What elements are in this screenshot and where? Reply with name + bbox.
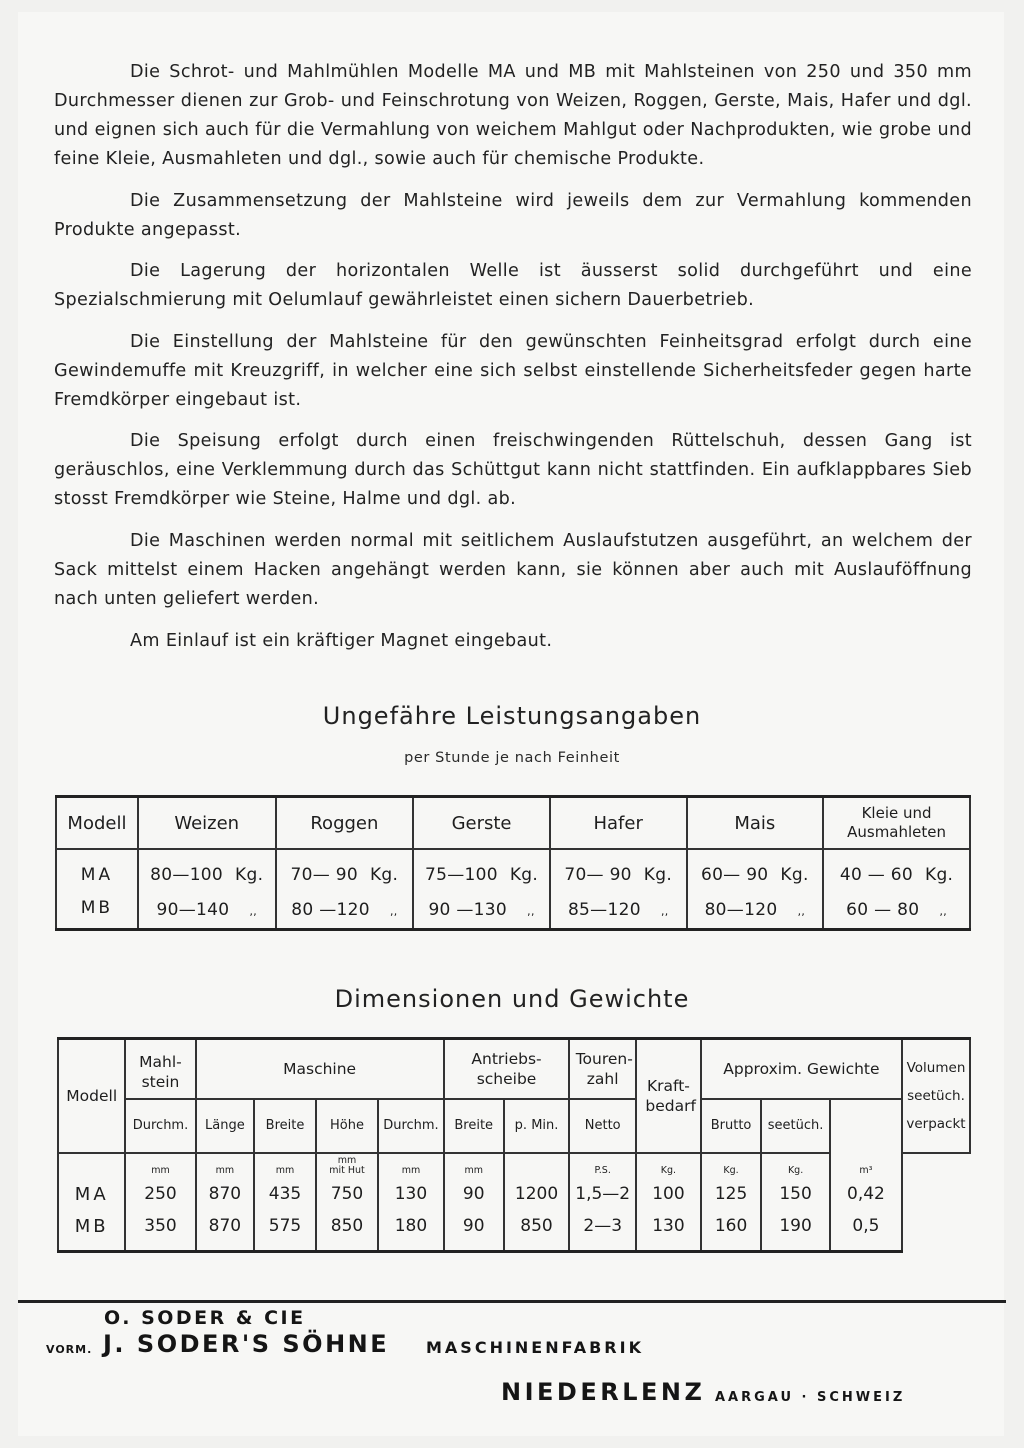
value-cell: 870: [196, 1210, 255, 1252]
value-cell: 150: [761, 1178, 830, 1210]
value-cell: 435: [254, 1178, 316, 1210]
vorm-label: VORM.: [46, 1343, 93, 1356]
unit-cell: [316, 1153, 378, 1178]
model-cell: MA: [56, 849, 138, 891]
value: 60— 90: [700, 864, 769, 885]
value-cell: 190: [761, 1210, 830, 1252]
dim-header-seetuech: seetüch.: [761, 1099, 830, 1153]
unit-cell: mm: [125, 1153, 195, 1178]
leistung-header-kleie: [823, 797, 970, 850]
mahlstein-label: Mahl-stein: [139, 1053, 182, 1091]
kraft-label: Kraft-bedarf: [645, 1077, 696, 1115]
value-cell: 100: [636, 1178, 701, 1210]
dim-header-row-2: [58, 1099, 970, 1153]
value: 40 — 60: [839, 864, 914, 885]
value-cell: [413, 849, 550, 891]
paragraph-1: Die Schrot- und Mahlmühlen Modelle MA und MB mit Mahlsteinen von 250 und 350 mm Durchmesser dienen zur Grob- und Feinschrotung von Weizen, Roggen, Gerste, Mais, Hafer und dgl. und eignen sich auch für die Vermahlung von weichem Mahlgut oder Nachprodukten, wie grobe und feine Kleie, Ausmahleten und dgl., sowie auch für chemische Produkte.: [54, 62, 972, 169]
value-cell: 90: [444, 1178, 504, 1210]
value-cell: 575: [254, 1210, 316, 1252]
dim-header-antrieb-breite: Breite: [444, 1099, 504, 1153]
dim-header-mahlstein: [125, 1039, 195, 1100]
value-cell: 0,42: [830, 1178, 902, 1210]
model-cell: MA: [58, 1178, 125, 1210]
value: 75—100: [424, 864, 498, 885]
unit-cell: mm: [378, 1153, 444, 1178]
value-cell: 2—3: [569, 1210, 636, 1252]
ditto-mark: ‚‚: [660, 904, 669, 918]
unit: Kg.: [509, 864, 539, 885]
paragraph-2: Die Zusammensetzung der Mahlsteine wird jeweils dem zur Vermahlung kommenden Produkte angepasst.: [54, 190, 972, 240]
dim-header-durchm: Durchm.: [125, 1099, 195, 1153]
value-cell: 90: [444, 1210, 504, 1252]
value-cell: 160: [701, 1210, 761, 1252]
unit-cell: Kg.: [761, 1153, 830, 1178]
value: 80—120: [704, 899, 778, 920]
unit-cell: mm: [444, 1153, 504, 1178]
value-cell: 1200: [504, 1178, 570, 1210]
unit-cell: Kg.: [636, 1153, 701, 1178]
leistung-header-roggen: Roggen: [276, 797, 414, 850]
paragraph-5: Die Speisung erfolgt durch einen freischwingenden Rüttelschuh, dessen Gang ist geräuschlos, eine Verklemmung durch das Schüttgut kann nicht stattfinden. Ein aufklappbares Sieb stosst Fremdkörper wie Steine, Halme und dgl. ab.: [54, 431, 972, 510]
dim-header-touren: [569, 1039, 636, 1100]
value-cell: [413, 891, 550, 930]
company-name: O. SODER & CIE: [104, 1307, 306, 1329]
table-row: [56, 849, 970, 891]
dim-header-brutto: Brutto: [701, 1099, 761, 1153]
dim-header-antrieb-durchm: Durchm.: [378, 1099, 444, 1153]
paragraph-4: Die Einstellung der Mahlsteine für den gewünschten Feinheitsgrad erfolgt durch eine Gewindemuffe mit Kreuzgriff, in welcher eine sich selbst einstellende Sicherheitsfeder gegen harte Fremdkörper eingebaut ist.: [54, 331, 972, 410]
value-cell: 350: [125, 1210, 195, 1252]
unit-cell-empty: [504, 1153, 570, 1178]
value-cell: 850: [316, 1210, 378, 1252]
model-cell: MB: [58, 1210, 125, 1252]
paragraph-3: Die Lagerung der horizontalen Welle ist äusserst solid durchgeführt und eine Spezialschmierung mit Oelumlauf gewährleistet einen sichern Dauerbetrieb.: [54, 261, 972, 311]
leistung-header-weizen: Weizen: [138, 797, 276, 850]
unit-cell: mm: [196, 1153, 255, 1178]
value-cell: [823, 891, 970, 930]
unit: Kg.: [643, 864, 673, 885]
leistung-header-mais: Mais: [687, 797, 824, 850]
ditto-mark: ‚‚: [939, 904, 947, 918]
dimensionen-title: Dimensionen und Gewichte: [334, 985, 690, 1013]
leistung-table: [55, 795, 971, 931]
ditto-mark: ‚‚: [797, 904, 806, 918]
unit-cell: Kg.: [701, 1153, 761, 1178]
value-cell: 250: [125, 1178, 195, 1210]
table-row: [56, 891, 970, 930]
dim-header-hoehe: Höhe: [316, 1099, 378, 1153]
dim-header-maschine: Maschine: [196, 1039, 444, 1100]
dim-header-netto: Netto: [569, 1099, 636, 1153]
value-cell: 130: [378, 1178, 444, 1210]
dim-header-laenge: Länge: [196, 1099, 255, 1153]
value-cell: 0,5: [830, 1210, 902, 1252]
value: 60 — 80: [846, 899, 920, 920]
unit-cell: P.S.: [569, 1153, 636, 1178]
leistung-header-row: [56, 797, 970, 850]
leistung-header-gerste: Gerste: [413, 797, 550, 850]
value: 90—140: [156, 899, 230, 920]
units-row: [58, 1153, 970, 1178]
model-cell: MB: [56, 891, 138, 930]
value: 70— 90: [564, 864, 632, 885]
unit: Kg.: [925, 864, 954, 885]
value: 80 —120: [291, 899, 370, 920]
value: 70— 90: [290, 864, 358, 885]
business-type: MASCHINENFABRIK: [426, 1338, 644, 1357]
ditto-mark: ‚‚: [389, 904, 398, 918]
value: 90 —130: [428, 899, 508, 920]
table-row: [58, 1210, 970, 1252]
dim-header-modell: Modell: [58, 1039, 125, 1154]
leistung-title: Ungefähre Leistungsangaben: [322, 702, 702, 730]
value-cell: [138, 849, 276, 891]
description-text: [54, 58, 972, 668]
value-cell: 870: [196, 1178, 255, 1210]
footer-divider: [18, 1300, 1006, 1303]
paragraph-7: Am Einlauf ist ein kräftiger Magnet eingebaut.: [130, 630, 553, 651]
unit: Kg.: [235, 864, 264, 885]
unit-cell-empty: [58, 1153, 125, 1178]
leistung-subtitle: per Stunde je nach Feinheit: [404, 750, 620, 766]
value-cell: [823, 849, 970, 891]
value: 80—100: [150, 864, 224, 885]
leistung-header-modell: Modell: [56, 797, 138, 850]
dim-header-row-1: [58, 1039, 970, 1100]
unit-cell: m³: [830, 1153, 902, 1178]
value-cell: [276, 891, 414, 930]
value-cell: 130: [636, 1210, 701, 1252]
touren-label: Touren-zahl: [575, 1050, 633, 1088]
region-name: AARGAU · SCHWEIZ: [715, 1390, 906, 1405]
volumen-label: Volumen seetüch. verpackt: [906, 1060, 966, 1132]
dim-header-breite: Breite: [254, 1099, 316, 1153]
ditto-mark: ‚‚: [249, 904, 257, 918]
value-cell: [687, 849, 824, 891]
former-company-name: J. SODER'S SÖHNE: [103, 1330, 390, 1358]
paragraph-6: Die Maschinen werden normal mit seitlichem Auslaufstutzen ausgeführt, an welchem der Sack mittelst einem Hacken angehängt werden kann, sie können aber auch mit Auslauföffnung nach unten geliefert werden.: [54, 530, 972, 609]
value-cell: 1,5—2: [569, 1178, 636, 1210]
unit: Kg.: [780, 864, 809, 885]
dim-header-gewichte: Approxim. Gewichte: [701, 1039, 902, 1100]
city-name: NIEDERLENZ: [501, 1378, 706, 1406]
value-cell: 750: [316, 1178, 378, 1210]
value-cell: 850: [504, 1210, 570, 1252]
table-row: [58, 1178, 970, 1210]
unit: Kg.: [369, 864, 399, 885]
dimensionen-table: [57, 1037, 971, 1253]
unit-cell: mm: [254, 1153, 316, 1178]
value-cell: [138, 891, 276, 930]
dim-header-pmin: p. Min.: [504, 1099, 570, 1153]
value-cell: 180: [378, 1210, 444, 1252]
value: 85—120: [567, 899, 641, 920]
antrieb-label: Antriebs-scheibe: [471, 1050, 542, 1088]
dim-header-antrieb: [444, 1039, 570, 1100]
leistung-header-hafer: Hafer: [550, 797, 687, 850]
value-cell: 125: [701, 1178, 761, 1210]
value-cell: [687, 891, 824, 930]
value-cell: [276, 849, 414, 891]
dim-header-kraft: [636, 1039, 701, 1154]
unit-label: mm mit Hut: [329, 1155, 365, 1176]
ditto-mark: ‚‚: [527, 904, 535, 918]
dim-header-volumen: [902, 1039, 970, 1154]
value-cell: [550, 849, 687, 891]
value-cell: [550, 891, 687, 930]
kleie-label: Kleie und Ausmahleten: [847, 804, 947, 841]
